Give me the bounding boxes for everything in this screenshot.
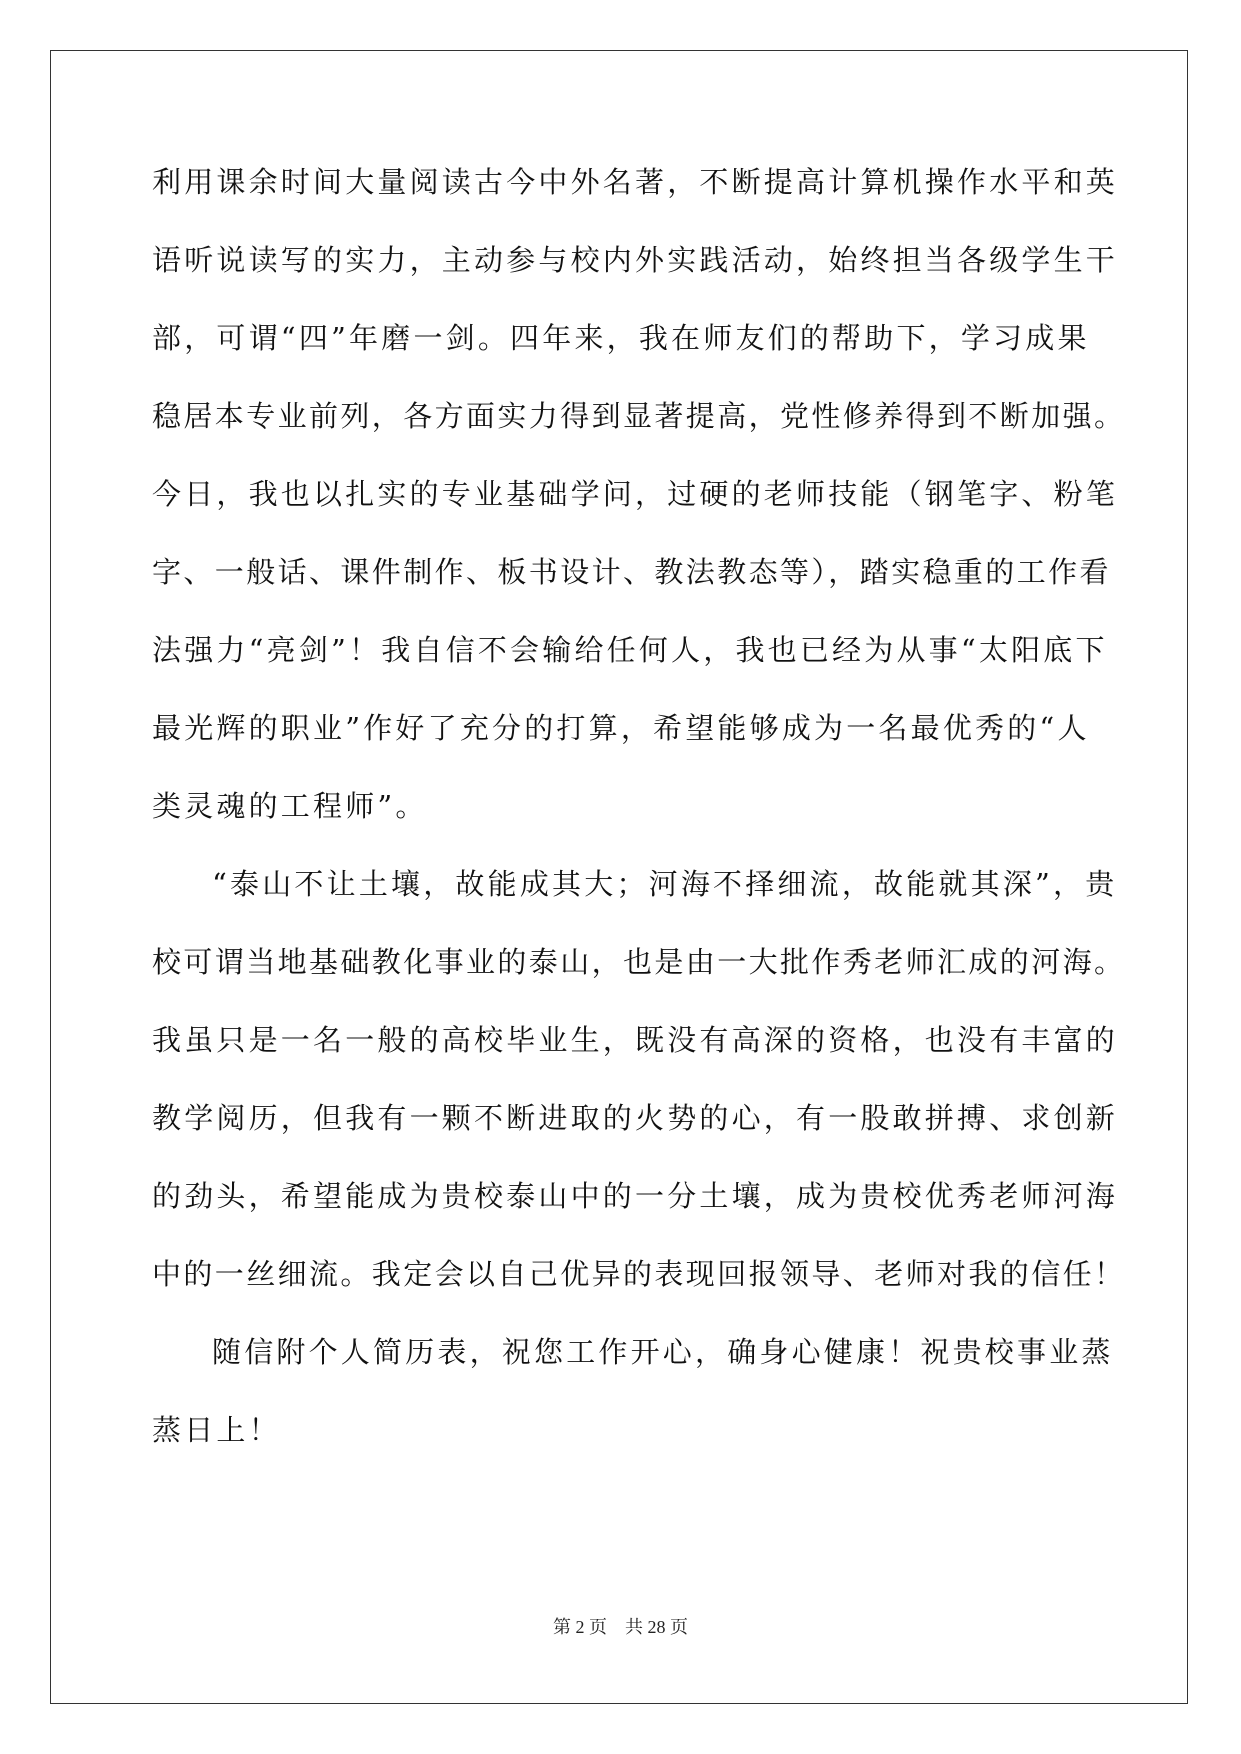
document-body (152, 160, 1126, 1486)
paragraph-1-line-1: 利用课余时间大量阅读古今中外名著，不断提高计算机操作水平和英 (152, 165, 1119, 199)
paragraph-2-line-1: “泰山不让土壤，故能成其大；河海不择细流，故能就其深”，贵 (212, 867, 1118, 901)
paragraph-1-line-6: 字、一般话、课件制作、板书设计、教法教态等），踏实稳重的工作看 (152, 555, 1111, 589)
paragraph-2-line-6: 中的一丝细流。我定会以自己优异的表现回报领导、老师对我的信任！ (152, 1257, 1126, 1291)
page-footer (0, 1613, 1241, 1639)
paragraph-1-line-2: 语听说读写的实力，主动参与校内外实践活动，始终担当各级学生干 (152, 243, 1119, 277)
paragraph-3-line-2: 蒸日上！ (152, 1413, 281, 1447)
paragraph-1-line-7: 法强力“亮剑”！我自信不会输给任何人，我也已经为从事“太阳底下 (152, 633, 1108, 667)
paragraph-1-line-3: 部，可谓“四”年磨一剑。四年来，我在师友们的帮助下，学习成果 (152, 321, 1090, 355)
paragraph-2-line-4: 教学阅历，但我有一颗不断进取的火势的心，有一股敢拼搏、求创新 (152, 1101, 1119, 1135)
page-total: 共 28 页 (625, 1617, 688, 1637)
paragraph-1-line-9: 类灵魂的工程师”。 (152, 789, 428, 823)
paragraph-1-line-8: 最光辉的职业”作好了充分的打算，希望能够成为一名最优秀的“人 (152, 711, 1090, 745)
paragraph-3-line-1: 随信附个人简历表，祝您工作开心，确身心健康！祝贵校事业蒸 (212, 1335, 1114, 1369)
paragraph-2-line-5: 的劲头，希望能成为贵校泰山中的一分土壤，成为贵校优秀老师河海 (152, 1179, 1119, 1213)
paragraph-1-line-4: 稳居本专业前列，各方面实力得到显著提高，党性修养得到不断加强。 (152, 399, 1126, 433)
paragraph-1-line-5: 今日，我也以扎实的专业基础学问，过硬的老师技能（钢笔字、粉笔 (152, 477, 1119, 511)
paragraph-2-line-3: 我虽只是一名一般的高校毕业生，既没有高深的资格，也没有丰富的 (152, 1023, 1119, 1057)
paragraph-2-line-2: 校可谓当地基础教化事业的泰山，也是由一大批作秀老师汇成的河海。 (152, 945, 1126, 979)
page-number: 第 2 页 (553, 1617, 607, 1637)
